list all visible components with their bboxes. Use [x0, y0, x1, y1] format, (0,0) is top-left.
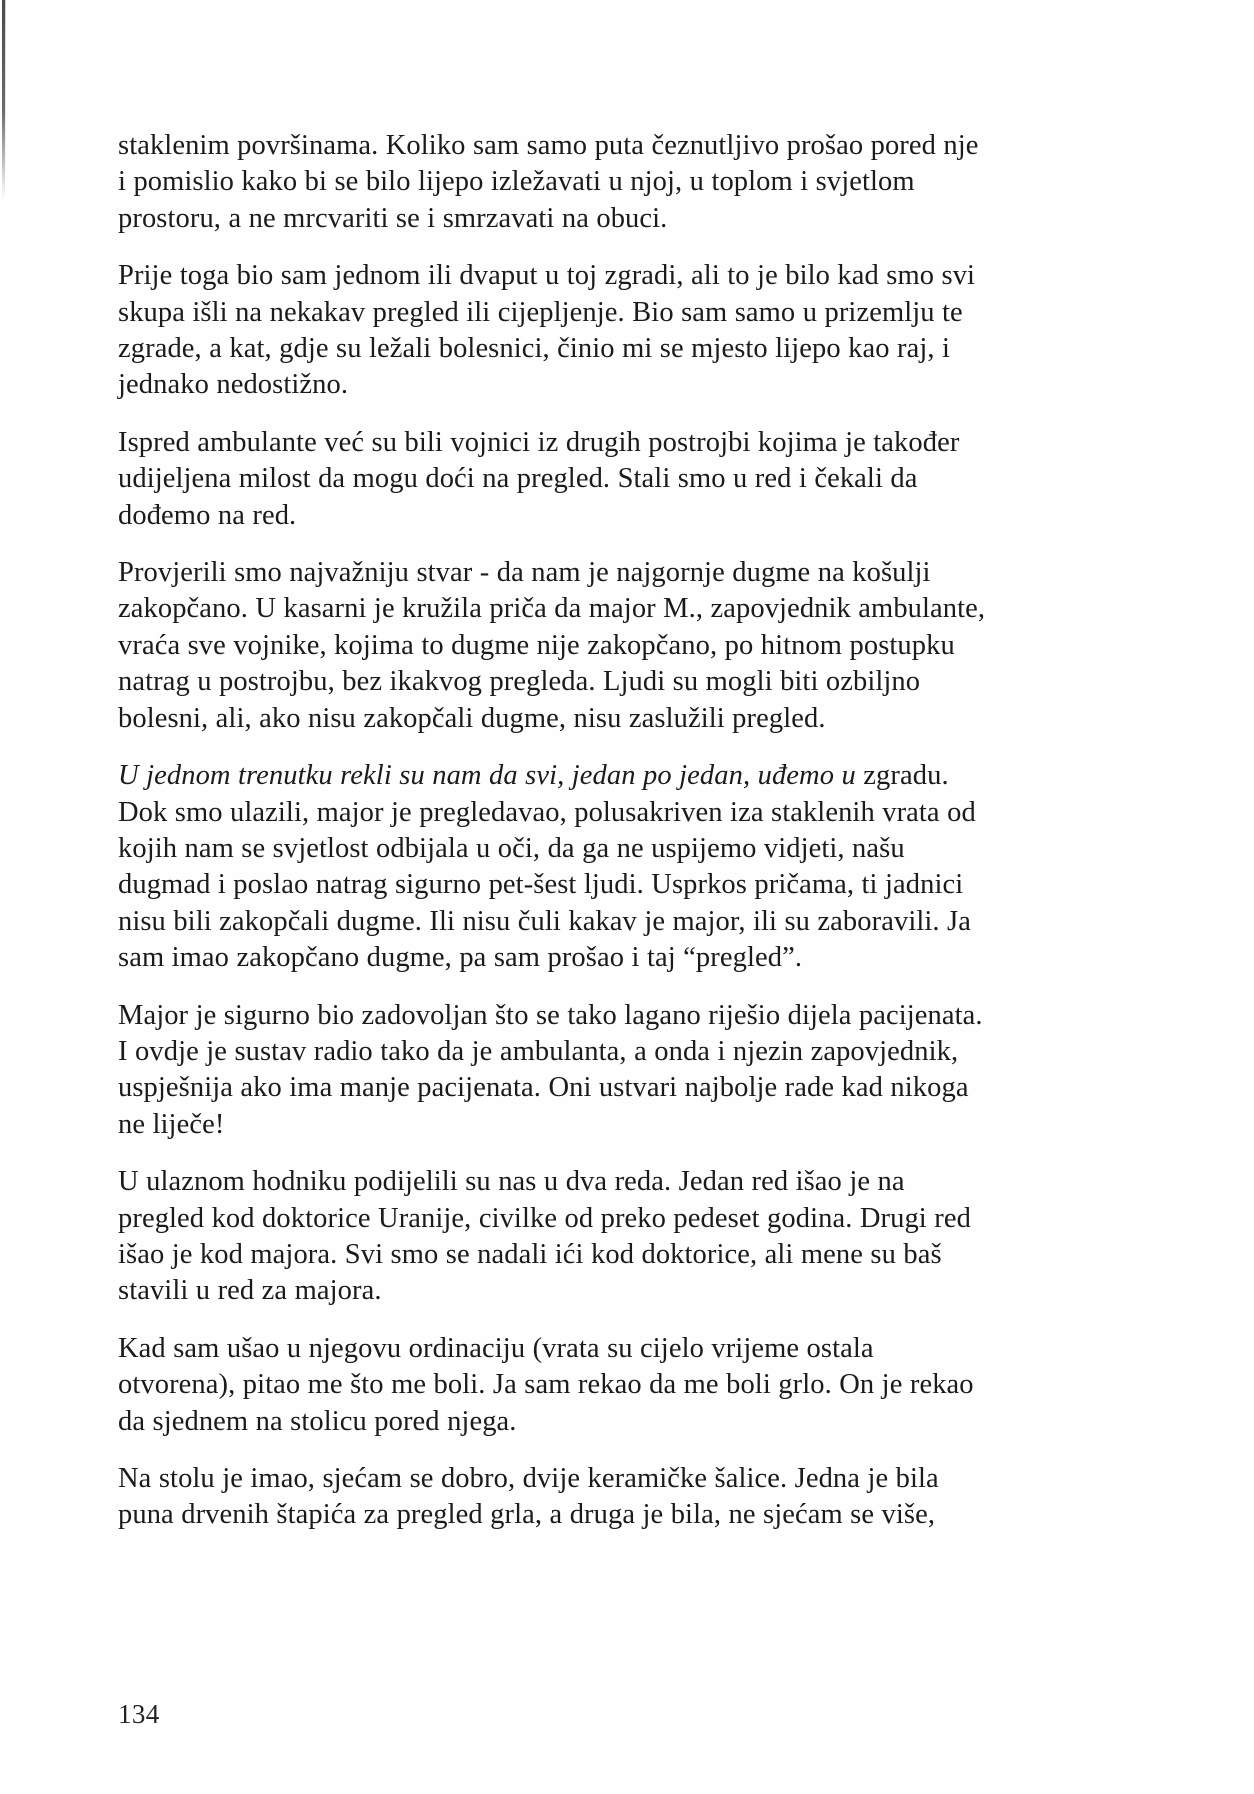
paragraph: Ispred ambulante već su bili vojnici iz drugih postrojbi kojima je također udijeljena milost da mogu doći na pregled. Stali smo u red i čekali da dođemo na red.	[118, 426, 960, 531]
paragraph-with-italic-lead	[118, 758, 986, 976]
paragraph: Kad sam ušao u njegovu ordinaciju (vrata su cijelo vrijeme ostala otvorena), pitao me što me boli. Ja sam rekao da me boli grlo. On je rekao da sjednem na stolicu pored njega.	[118, 1332, 974, 1437]
page-number: 134	[118, 1699, 160, 1729]
paragraph: staklenim površinama. Koliko sam samo puta čeznutljivo prošao pored nje i pomislio kako bi se bilo lijepo izležavati u njoj, u toplom i svjetlom prostoru, a ne mrcvariti se i smrzavati na obuci.	[118, 130, 979, 234]
paragraph: Major je sigurno bio zadovoljan što se tako lagano riješio dijela pacijenata. I ovdje je sustav radio tako da je ambulanta, a onda i njezin zapovjednik, uspješnija ako ima manje pacijenata. Oni ustvari najbolje rade kad nikoga ne liječe!	[118, 999, 983, 1140]
paragraph: Prije toga bio sam jednom ili dvaput u toj zgradi, ali to je bilo kad smo svi skupa išli na nekakav pregled ili cijepljenje. Bio sam samo u prizemlju te zgrade, a kat, gdje su ležali bolesnici, činio mi se mjesto lijepo kao raj, i jednako nedostižno.	[118, 260, 976, 401]
paragraph: Provjerili smo najvažniju stvar - da nam je najgornje dugme na košulji zakopčano. U kasarni je kružila priča da major M., zapovjednik ambulante, vraća sve vojnike, kojima to dugme nije zakopčano, po hitnom postupku natrag u postrojbu, bez ikakvog pregleda. Ljudi su mogli biti ozbiljno bolesni, ali, ako nisu zakopčali dugme, nisu zaslužili pregled.	[118, 557, 986, 734]
paragraph: U ulaznom hodniku podijelili su nas u dva reda. Jedan red išao je na pregled kod doktorice Uranije, civilke od preko pedeset godina. Drugi red išao je kod majora. Svi smo se nadali ići kod doktorice, ali mene su baš stavili u red za majora.	[118, 1166, 971, 1307]
scan-edge-artifact-faint	[5, 0, 6, 185]
italic-lead-line: U jednom trenutku rekli su nam da svi, jedan po jedan, uđemo u	[118, 760, 856, 792]
page-text-block	[118, 128, 986, 1534]
paragraph: Na stolu je imao, sjećam se dobro, dvije keramičke šalice. Jedna je bila puna drvenih štapića za pregled grla, a druga je bila, ne sjećam se više,	[118, 1463, 939, 1531]
paragraph-remainder: zgradu. Dok smo ulazili, major je pregledavao, polusakriven iza staklenih vrata od kojih nam se svjetlost odbijala u oči, da ga ne uspijemo vidjeti, našu dugmad i poslao natrag sigurno pet-šest ljudi. Usprkos pričama, ti jadnici nisu bili zakopčali dugme. Ili nisu čuli kakav je major, ili su zaboravili. Ja sam imao zakopčano dugme, pa sam prošao i taj “pregled”.	[118, 760, 976, 974]
